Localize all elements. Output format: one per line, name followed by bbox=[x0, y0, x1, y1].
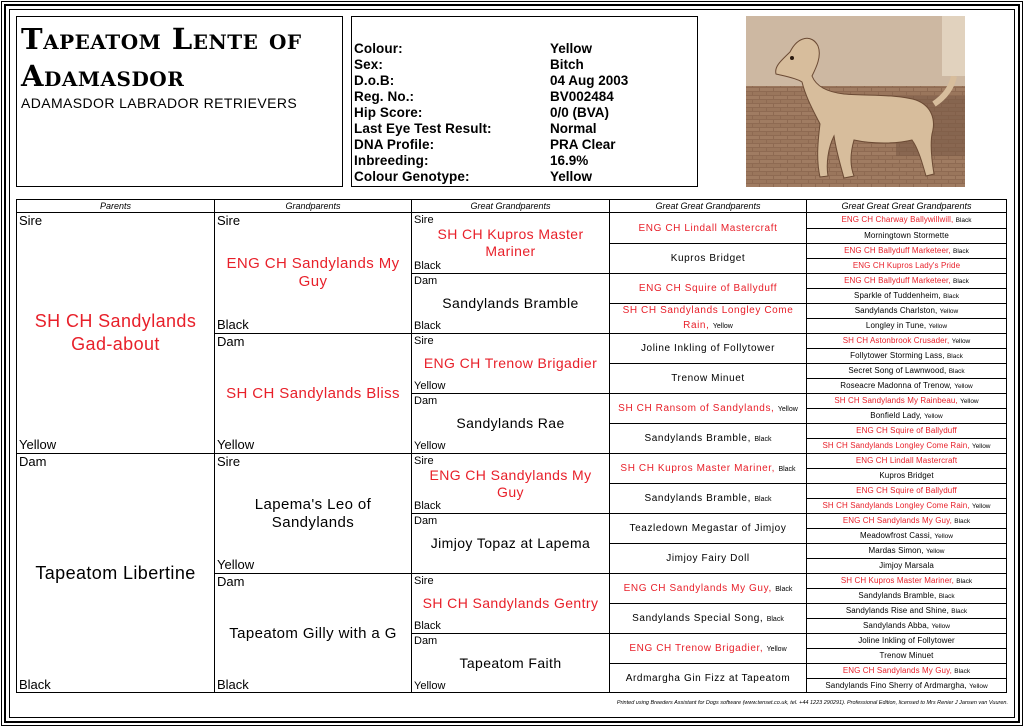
dog-entry-name: Sandylands Bramble bbox=[442, 295, 579, 311]
dog-entry bbox=[811, 469, 1002, 483]
dog-entry bbox=[811, 604, 1002, 618]
dog-entry bbox=[614, 604, 802, 633]
gg-grandparents-cell bbox=[609, 363, 806, 393]
parents-cell bbox=[17, 213, 214, 453]
detail-row bbox=[354, 137, 697, 153]
dog-entry bbox=[811, 634, 1002, 648]
dog-photo-image bbox=[746, 16, 965, 187]
kennel-name: ADAMASDOR LABRADOR RETRIEVERS bbox=[21, 95, 298, 111]
detail-value: Yellow bbox=[550, 41, 593, 56]
dog-entry-name: Joline Inkling of Follytower bbox=[858, 636, 955, 645]
dog-entry-name: ENG CH Trenow Brigadier, bbox=[629, 642, 764, 654]
dog-entry-colour: Yellow bbox=[939, 307, 959, 315]
dog-entry-name: Sandylands Rae bbox=[456, 415, 565, 431]
dog-entry bbox=[811, 529, 1002, 543]
dog-entry-colour: Black bbox=[953, 277, 969, 285]
dog-entry bbox=[811, 454, 1002, 468]
grandparents-cell bbox=[214, 453, 411, 573]
dog-entry bbox=[219, 334, 407, 453]
detail-value: PRA Clear bbox=[550, 137, 616, 152]
dog-entry-name: Longley in Tune, bbox=[865, 320, 927, 330]
dog-entry bbox=[811, 664, 1002, 678]
colour-label: Yellow bbox=[217, 437, 255, 452]
dog-entry-colour: Black bbox=[778, 465, 796, 473]
dog-entry bbox=[811, 484, 1002, 498]
ggg-grandparents-cell bbox=[806, 243, 1006, 258]
dog-entry-colour: Yellow bbox=[954, 382, 973, 390]
dog-entry-colour: Black bbox=[948, 367, 965, 375]
gg-grandparents-cell bbox=[609, 213, 806, 243]
dog-entry bbox=[614, 274, 802, 303]
dog-entry bbox=[811, 619, 1002, 633]
dog-entry bbox=[416, 274, 605, 333]
ggg-grandparents-cell bbox=[806, 498, 1006, 513]
dog-entry-name: Meadowfrost Cassi, bbox=[860, 530, 933, 540]
role-label: Sire bbox=[217, 213, 241, 228]
ggg-grandparents-cell bbox=[806, 528, 1006, 543]
detail-label: Colour Genotype: bbox=[354, 169, 470, 184]
dog-entry-name: ENG CH Sandylands My Guy, bbox=[842, 515, 952, 525]
dog-entry bbox=[811, 499, 1002, 513]
gg-grandparents-cell bbox=[609, 393, 806, 423]
dog-entry-colour: Black bbox=[946, 352, 963, 360]
ggg-grandparents-cell bbox=[806, 483, 1006, 498]
ggg-grandparents-cell bbox=[806, 423, 1006, 438]
column-header: Great Great Great Grandparents bbox=[806, 200, 1006, 213]
dog-entry-name: Kupros Bridget bbox=[879, 471, 934, 480]
dog-entry bbox=[416, 514, 605, 573]
dog-entry-colour: Black bbox=[956, 577, 973, 585]
parents-cell bbox=[17, 453, 214, 693]
dog-entry-colour: Yellow bbox=[971, 502, 991, 510]
role-label: Sire bbox=[217, 454, 241, 469]
dog-entry bbox=[811, 394, 1002, 408]
dog-entry bbox=[416, 334, 605, 393]
dog-entry-name: Sandylands Special Song, bbox=[632, 612, 764, 624]
dog-entry bbox=[811, 229, 1002, 243]
dog-entry-name: SH CH Sandylands Gentry bbox=[422, 595, 599, 611]
dog-entry bbox=[416, 634, 605, 693]
dog-entry-name: Morningtown Stormette bbox=[864, 231, 949, 240]
gg-grandparents-cell bbox=[609, 513, 806, 543]
ggg-grandparents-cell bbox=[806, 408, 1006, 423]
dog-entry bbox=[811, 544, 1002, 558]
dog-entry-name: Sandylands Charlston, bbox=[854, 305, 938, 315]
dog-entry-name: Kupros Bridget bbox=[670, 253, 746, 264]
dog-entry-name: Bonfield Lady, bbox=[870, 410, 922, 420]
ggg-grandparents-cell bbox=[806, 633, 1006, 648]
ggg-grandparents-cell bbox=[806, 513, 1006, 528]
dog-entry bbox=[811, 514, 1002, 528]
dog-entry bbox=[811, 424, 1002, 438]
dog-entry-colour: Yellow bbox=[712, 323, 733, 330]
dog-entry-name: ENG CH Ballyduff Marketeer, bbox=[844, 245, 951, 255]
great-grandparents-cell bbox=[411, 393, 609, 453]
detail-row bbox=[354, 121, 697, 137]
dog-entry-name: Ardmargha Gin Fizz at Tapeatom bbox=[625, 673, 791, 684]
dog-entry bbox=[416, 454, 605, 513]
detail-label: Hip Score: bbox=[354, 105, 423, 120]
dog-entry-name: SH CH Sandylands Gad-about bbox=[34, 311, 197, 354]
column-header: Great Grandparents bbox=[411, 200, 609, 213]
dog-entry-colour: Yellow bbox=[960, 397, 979, 405]
ggg-grandparents-cell bbox=[806, 588, 1006, 603]
gg-grandparents-cell bbox=[609, 663, 806, 693]
great-grandparents-cell bbox=[411, 453, 609, 513]
ggg-grandparents-cell bbox=[806, 318, 1006, 333]
dog-entry-name: Sandylands Bramble, bbox=[858, 590, 937, 600]
ggg-grandparents-cell bbox=[806, 558, 1006, 573]
gg-grandparents-cell bbox=[609, 243, 806, 273]
dog-entry-name: Sandylands Fino Sherry of Ardmargha, bbox=[825, 680, 967, 690]
dog-entry-colour: Black bbox=[953, 247, 969, 255]
dog-entry-colour: Yellow bbox=[777, 405, 798, 413]
dog-entry bbox=[219, 454, 407, 573]
great-grandparents-cell bbox=[411, 513, 609, 573]
dog-entry-colour: Black bbox=[951, 607, 968, 615]
great-grandparents-cell bbox=[411, 213, 609, 273]
ggg-grandparents-cell bbox=[806, 303, 1006, 318]
dog-entry-name: Sandylands Rise and Shine, bbox=[845, 605, 949, 615]
role-label: Dam bbox=[217, 334, 245, 349]
dog-entry-name: ENG CH Ballyduff Marketeer, bbox=[844, 275, 951, 285]
dog-entry-name: SH CH Sandylands Longley Come Rain, bbox=[622, 305, 794, 331]
dog-entry-name: Sandylands Abba, bbox=[863, 620, 930, 630]
colour-label: Black bbox=[217, 317, 249, 332]
detail-label: Inbreeding: bbox=[354, 153, 429, 168]
ggg-grandparents-cell bbox=[806, 258, 1006, 273]
colour-label: Black bbox=[414, 500, 441, 512]
detail-value: Bitch bbox=[550, 57, 584, 72]
detail-row bbox=[354, 169, 697, 185]
gg-grandparents-cell bbox=[609, 333, 806, 363]
detail-value: 16.9% bbox=[550, 153, 589, 168]
detail-value: 0/0 (BVA) bbox=[550, 105, 610, 120]
detail-row bbox=[354, 89, 697, 105]
role-label: Sire bbox=[19, 213, 43, 228]
dog-entry-name: Jimjoy Fairy Doll bbox=[666, 553, 750, 564]
detail-label: Last Eye Test Result: bbox=[354, 121, 492, 136]
dog-entry bbox=[811, 319, 1002, 333]
dog-entry bbox=[811, 439, 1002, 453]
role-label: Dam bbox=[217, 574, 245, 589]
colour-label: Black bbox=[19, 677, 51, 692]
dog-entry bbox=[811, 334, 1002, 348]
ggg-grandparents-cell bbox=[806, 543, 1006, 558]
column-header: Great Great Grandparents bbox=[609, 200, 806, 213]
detail-label: Sex: bbox=[354, 57, 383, 72]
dog-entry bbox=[219, 574, 407, 693]
dog-entry bbox=[811, 213, 1002, 228]
dog-entry-name: ENG CH Squire of Ballyduff bbox=[856, 426, 957, 435]
dog-entry bbox=[811, 289, 1002, 303]
pedigree-table bbox=[16, 199, 1007, 693]
dog-entry bbox=[614, 244, 802, 273]
dog-entry bbox=[219, 213, 407, 333]
dog-entry bbox=[614, 574, 802, 603]
dog-entry bbox=[811, 559, 1002, 573]
ggg-grandparents-cell bbox=[806, 438, 1006, 453]
ggg-grandparents-cell bbox=[806, 378, 1006, 393]
detail-label: Reg. No.: bbox=[354, 89, 415, 104]
dog-entry-name: Jimjoy Topaz at Lapema bbox=[430, 535, 591, 551]
dog-entry-name: ENG CH Sandylands My Guy, bbox=[842, 665, 952, 675]
detail-row bbox=[354, 73, 697, 89]
gg-grandparents-cell bbox=[609, 573, 806, 603]
dog-entry-colour: Yellow bbox=[969, 682, 988, 690]
gg-grandparents-cell bbox=[609, 273, 806, 303]
colour-label: Black bbox=[414, 320, 441, 332]
dog-name: Tapeatom Lente of Adamasdor bbox=[21, 22, 302, 93]
dog-entry-colour: Black bbox=[943, 292, 959, 300]
dog-entry-name: Tapeatom Faith bbox=[459, 655, 562, 671]
dog-entry-colour: Yellow bbox=[931, 622, 950, 630]
details-box bbox=[351, 16, 698, 187]
footer-note: Printed using Breeders Assistant for Dogs software (www.tenset.co.uk, tel. +44 1223 290291). Professional Edition, licensed to Mrs Renier J Jansen van Vuuren. bbox=[616, 700, 1008, 706]
dog-entry bbox=[811, 274, 1002, 288]
dog-entry bbox=[614, 634, 802, 663]
dog-entry bbox=[811, 259, 1002, 273]
dog-entry bbox=[416, 574, 605, 633]
dog-entry bbox=[614, 664, 802, 693]
colour-label: Black bbox=[414, 620, 441, 632]
column-header: Grandparents bbox=[214, 200, 411, 213]
dog-entry bbox=[614, 454, 802, 483]
role-label: Sire bbox=[414, 575, 434, 587]
colour-label: Yellow bbox=[414, 680, 446, 692]
role-label: Dam bbox=[414, 395, 438, 407]
dog-entry-name: SH CH Kupros Master Mariner, bbox=[840, 575, 954, 585]
dog-entry bbox=[614, 334, 802, 363]
dog-entry bbox=[21, 454, 210, 693]
dog-entry-colour: Yellow bbox=[934, 532, 953, 540]
dog-entry-name: Sparkle of Tuddenheim, bbox=[854, 290, 941, 300]
dog-entry bbox=[811, 409, 1002, 423]
ggg-grandparents-cell bbox=[806, 453, 1006, 468]
dog-entry bbox=[614, 514, 802, 543]
gg-grandparents-cell bbox=[609, 603, 806, 633]
colour-label: Yellow bbox=[414, 440, 446, 452]
dog-entry-name: Sandylands Bramble, bbox=[644, 432, 751, 444]
dog-entry-name: ENG CH Charway Ballywillwill, bbox=[841, 215, 954, 224]
ggg-grandparents-cell bbox=[806, 333, 1006, 348]
dog-entry-colour: Black bbox=[754, 435, 772, 443]
colour-label: Yellow bbox=[217, 557, 255, 572]
gg-grandparents-cell bbox=[609, 543, 806, 573]
title-box bbox=[16, 16, 343, 187]
dog-entry bbox=[614, 544, 802, 573]
detail-value: Normal bbox=[550, 121, 597, 136]
dog-entry-name: Follytower Storming Lass, bbox=[850, 350, 945, 360]
great-grandparents-cell bbox=[411, 273, 609, 333]
dog-entry-colour: Black bbox=[954, 517, 971, 525]
dog-entry-name: ENG CH Sandylands My Guy, bbox=[623, 582, 772, 594]
role-label: Dam bbox=[19, 454, 47, 469]
grandparents-cell bbox=[214, 213, 411, 333]
dog-entry-name: Jimjoy Marsala bbox=[879, 561, 934, 570]
colour-label: Yellow bbox=[19, 437, 57, 452]
role-label: Dam bbox=[414, 275, 438, 287]
dog-entry bbox=[21, 213, 210, 453]
dog-entry bbox=[811, 349, 1002, 363]
dog-entry bbox=[614, 213, 802, 243]
detail-value: 04 Aug 2003 bbox=[550, 73, 629, 88]
dog-entry-name: ENG CH Lindall Mastercraft bbox=[855, 456, 958, 465]
detail-label: Colour: bbox=[354, 41, 403, 56]
dog-entry bbox=[811, 379, 1002, 393]
colour-label: Black bbox=[414, 260, 441, 272]
dog-entry-colour: Black bbox=[938, 592, 955, 600]
dog-entry-name: Mardas Simon, bbox=[868, 545, 924, 555]
gg-grandparents-cell bbox=[609, 423, 806, 453]
dog-entry-name: Roseacre Madonna of Trenow, bbox=[840, 380, 952, 390]
dog-entry-name: SH CH Kupros Master Mariner bbox=[437, 226, 584, 259]
dog-entry-name: SH CH Astonbrook Crusader, bbox=[842, 335, 950, 345]
detail-row bbox=[354, 105, 697, 121]
ggg-grandparents-cell bbox=[806, 288, 1006, 303]
role-label: Dam bbox=[414, 635, 438, 647]
detail-row bbox=[354, 57, 697, 73]
role-label: Sire bbox=[414, 455, 434, 467]
dog-entry-name: ENG CH Sandylands My Guy bbox=[429, 466, 592, 500]
dog-entry-colour: Black bbox=[766, 615, 784, 623]
dog-entry bbox=[811, 574, 1002, 588]
dog-entry-name: Tapeatom Gilly with a G bbox=[229, 624, 397, 642]
ggg-grandparents-cell bbox=[806, 213, 1006, 228]
ggg-grandparents-cell bbox=[806, 603, 1006, 618]
ggg-grandparents-cell bbox=[806, 348, 1006, 363]
column-header: Parents bbox=[17, 200, 214, 213]
dog-entry-name: ENG CH Squire of Ballyduff bbox=[856, 486, 957, 495]
dog-entry bbox=[614, 424, 802, 453]
detail-value: BV002484 bbox=[550, 89, 614, 104]
dog-entry bbox=[416, 213, 605, 273]
ggg-grandparents-cell bbox=[806, 393, 1006, 408]
ggg-grandparents-cell bbox=[806, 678, 1006, 693]
gg-grandparents-cell bbox=[609, 453, 806, 483]
dog-entry-name: ENG CH Trenow Brigadier bbox=[423, 355, 598, 371]
dog-entry-name: SH CH Kupros Master Mariner, bbox=[620, 462, 776, 474]
ggg-grandparents-cell bbox=[806, 273, 1006, 288]
gg-grandparents-cell bbox=[609, 633, 806, 663]
detail-value: Yellow bbox=[550, 169, 593, 184]
dog-entry bbox=[614, 304, 802, 333]
role-label: Sire bbox=[414, 335, 434, 347]
dog-entry-colour: Yellow bbox=[928, 322, 948, 330]
dog-entry-colour: Yellow bbox=[925, 547, 945, 555]
dog-entry bbox=[416, 394, 605, 453]
dog-entry-colour: Black bbox=[754, 495, 772, 503]
great-grandparents-cell bbox=[411, 573, 609, 633]
role-label: Dam bbox=[414, 515, 438, 527]
ggg-grandparents-cell bbox=[806, 648, 1006, 663]
dog-entry-name: Sandylands Bramble, bbox=[644, 492, 751, 504]
ggg-grandparents-cell bbox=[806, 663, 1006, 678]
dog-entry-name: ENG CH Sandylands My Guy bbox=[226, 255, 400, 290]
dog-entry bbox=[614, 394, 802, 423]
ggg-grandparents-cell bbox=[806, 363, 1006, 378]
dog-entry-name: SH CH Sandylands Bliss bbox=[226, 384, 400, 402]
dog-entry bbox=[811, 364, 1002, 378]
ggg-grandparents-cell bbox=[806, 468, 1006, 483]
dog-entry-name: SH CH Ransom of Sandylands, bbox=[618, 402, 775, 414]
dog-entry-colour: Yellow bbox=[766, 645, 787, 653]
detail-label: DNA Profile: bbox=[354, 137, 435, 152]
detail-row bbox=[354, 153, 697, 169]
dog-entry-name: Lapema's Leo of Sandylands bbox=[254, 495, 372, 531]
dog-entry bbox=[614, 364, 802, 393]
dog-entry-colour: Yellow bbox=[971, 442, 991, 450]
dog-entry-name: Teazledown Megastar of Jimjoy bbox=[629, 523, 787, 534]
dog-entry-name: SH CH Sandylands My Rainbeau, bbox=[834, 395, 958, 405]
dog-entry-colour: Black bbox=[954, 667, 971, 675]
dog-entry bbox=[811, 244, 1002, 258]
dog-entry-name: ENG CH Kupros Lady's Pride bbox=[852, 261, 961, 270]
great-grandparents-cell bbox=[411, 633, 609, 693]
dog-entry-name: Tapeatom Libertine bbox=[35, 563, 196, 583]
dog-entry-colour: Black bbox=[775, 585, 793, 593]
gg-grandparents-cell bbox=[609, 483, 806, 513]
detail-row bbox=[354, 41, 697, 57]
gg-grandparents-cell bbox=[609, 303, 806, 333]
dog-entry-name: SH CH Sandylands Longley Come Rain, bbox=[822, 500, 970, 510]
dog-entry-name: Secret Song of Lawnwood, bbox=[848, 365, 947, 375]
dog-entry bbox=[614, 484, 802, 513]
colour-label: Yellow bbox=[414, 380, 446, 392]
dog-entry-name: Joline Inkling of Follytower bbox=[640, 343, 776, 354]
dog-photo bbox=[746, 16, 965, 187]
great-grandparents-cell bbox=[411, 333, 609, 393]
dog-entry-colour: Yellow bbox=[951, 337, 971, 345]
grandparents-cell bbox=[214, 573, 411, 693]
ggg-grandparents-cell bbox=[806, 573, 1006, 588]
dog-entry bbox=[811, 589, 1002, 603]
ggg-grandparents-cell bbox=[806, 228, 1006, 243]
dog-entry bbox=[811, 649, 1002, 663]
dog-entry-name: ENG CH Lindall Mastercraft bbox=[638, 222, 778, 234]
dog-entry-name: SH CH Sandylands Longley Come Rain, bbox=[822, 440, 970, 450]
dog-entry-name: ENG CH Squire of Ballyduff bbox=[638, 283, 778, 294]
colour-label: Black bbox=[217, 677, 249, 692]
dog-entry-colour: Black bbox=[955, 217, 972, 224]
dog-entry bbox=[811, 679, 1002, 693]
dog-entry-colour: Yellow bbox=[924, 412, 943, 420]
grandparents-cell bbox=[214, 333, 411, 453]
dog-entry-name: Trenow Minuet bbox=[879, 651, 934, 660]
ggg-grandparents-cell bbox=[806, 618, 1006, 633]
role-label: Sire bbox=[414, 214, 434, 226]
dog-entry bbox=[811, 304, 1002, 318]
detail-label: D.o.B: bbox=[354, 73, 395, 88]
dog-entry-name: Trenow Minuet bbox=[671, 373, 745, 384]
